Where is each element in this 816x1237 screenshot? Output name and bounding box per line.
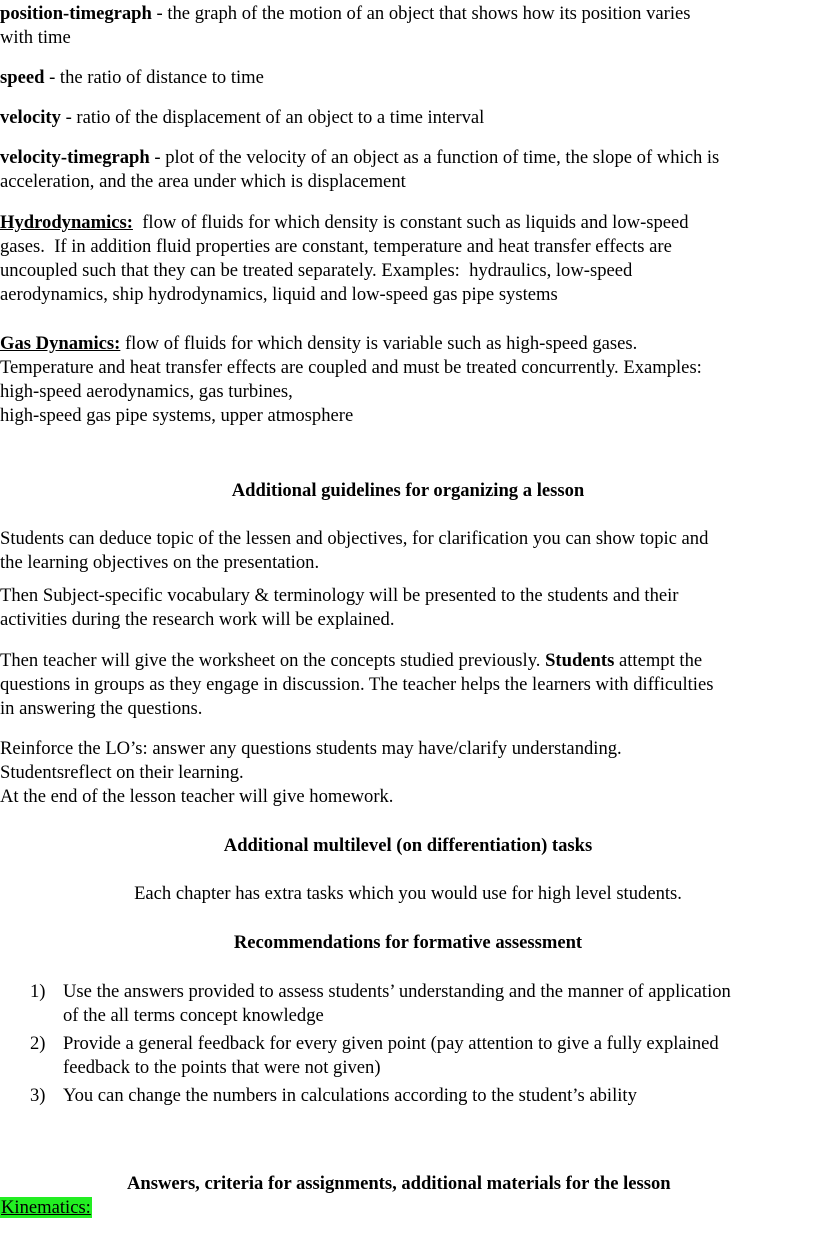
guidelines-heading: Additional guidelines for organizing a lesson: [231, 480, 585, 501]
list-number: 2): [30, 1033, 46, 1054]
kinematics-highlight: Kinematics:: [1, 1197, 91, 1218]
answers-heading-text: Answers, criteria for assignments, additional materials for the lesson: [127, 1173, 671, 1194]
definition-velocity-timegraph: [0, 146, 816, 194]
paragraph-text: high-speed aerodynamics, gas turbines,: [0, 381, 293, 402]
paragraph-text: Then teacher will give the worksheet on the concepts studied previously.: [0, 650, 546, 671]
paragraph-text: the learning objectives on the presentation.: [0, 552, 320, 573]
formative-list: [0, 980, 816, 1108]
list-item-text: You can change the numbers in calculations according to the student’s ability: [63, 1085, 637, 1106]
term: speed: [0, 67, 45, 88]
formative-heading: Recommendations for formative assessment: [233, 932, 583, 953]
definition-speed: [0, 66, 816, 90]
guidelines-paragraph-1: [0, 527, 816, 575]
guidelines-paragraph-3: [0, 649, 816, 721]
paragraph-text: aerodynamics, ship hydrodynamics, liquid and low-speed gas pipe systems: [0, 284, 558, 305]
list-number: 3): [30, 1085, 46, 1106]
term: position-timegraph: [0, 3, 152, 24]
paragraph-text: high-speed gas pipe systems, upper atmosphere: [0, 405, 354, 426]
paragraph-text: At the end of the lesson teacher will give homework.: [0, 786, 394, 807]
paragraph-text: in answering the questions.: [0, 698, 203, 719]
definition-text: - the graph of the motion of an object that shows how its position varies: [151, 3, 691, 24]
list-number: 1): [30, 981, 46, 1002]
paragraph-text: flow of fluids for which density is constant such as liquids and low-speed: [132, 212, 689, 233]
term: velocity: [0, 107, 61, 128]
paragraph-text: Students can deduce topic of the lessen and objectives, for clarification you can show topic and: [0, 528, 709, 549]
guidelines-paragraph-2: [0, 584, 816, 632]
bold-word: Students: [545, 650, 615, 671]
term: velocity-timegraph: [0, 147, 150, 168]
definition-text: - ratio of the displacement of an object to a time interval: [60, 107, 485, 128]
paragraph-text: gases. If in addition fluid properties are constant, temperature and heat transfer effects are: [0, 236, 672, 257]
list-item-text: Use the answers provided to assess students’ understanding and the manner of application: [63, 981, 731, 1002]
kinematics-label: [0, 1196, 816, 1220]
list-item: [0, 1032, 816, 1080]
list-item: [0, 1084, 816, 1108]
gas-dynamics-paragraph: [0, 332, 816, 428]
list-item: [0, 980, 816, 1028]
paragraph-text: flow of fluids for which density is variable such as high-speed gases.: [120, 333, 638, 354]
multilevel-text: Each chapter has extra tasks which you would use for high level students.: [134, 883, 682, 904]
paragraph-text: Reinforce the LO’s: answer any questions students may have/clarify understanding.: [0, 738, 622, 759]
answers-heading: [127, 1172, 807, 1196]
definition-text: with time: [0, 27, 71, 48]
list-item-text: of the all terms concept knowledge: [63, 1005, 324, 1026]
definition-text: - the ratio of distance to time: [44, 67, 264, 88]
paragraph-text: Temperature and heat transfer effects are coupled and must be treated concurrently. Examples:: [0, 357, 702, 378]
list-item-text: Provide a general feedback for every given point (pay attention to give a fully explained: [63, 1033, 719, 1054]
paragraph-text: activities during the research work will be explained.: [0, 609, 395, 630]
definition-text: acceleration, and the area under which is displacement: [0, 171, 406, 192]
paragraph-text: Studentsreflect on their learning.: [0, 762, 244, 783]
guidelines-paragraph-4: [0, 737, 816, 809]
definition-velocity: [0, 106, 816, 130]
paragraph-text: uncoupled such that they can be treated separately. Examples: hydraulics, low-speed: [0, 260, 633, 281]
definition-position-timegraph: [0, 2, 816, 50]
paragraph-text: questions in groups as they engage in discussion. The teacher helps the learners with difficulties: [0, 674, 714, 695]
multilevel-heading: Additional multilevel (on differentiation) tasks: [223, 835, 593, 856]
paragraph-text: Then Subject-specific vocabulary & terminology will be presented to the students and their: [0, 585, 679, 606]
hydrodynamics-paragraph: [0, 211, 816, 307]
paragraph-text: attempt the: [614, 650, 703, 671]
list-item-text: feedback to the points that were not given): [63, 1057, 381, 1078]
definition-text: - plot of the velocity of an object as a function of time, the slope of which is: [149, 147, 720, 168]
gas-dynamics-term: Gas Dynamics:: [0, 333, 121, 354]
hydrodynamics-term: Hydrodynamics:: [0, 212, 133, 233]
